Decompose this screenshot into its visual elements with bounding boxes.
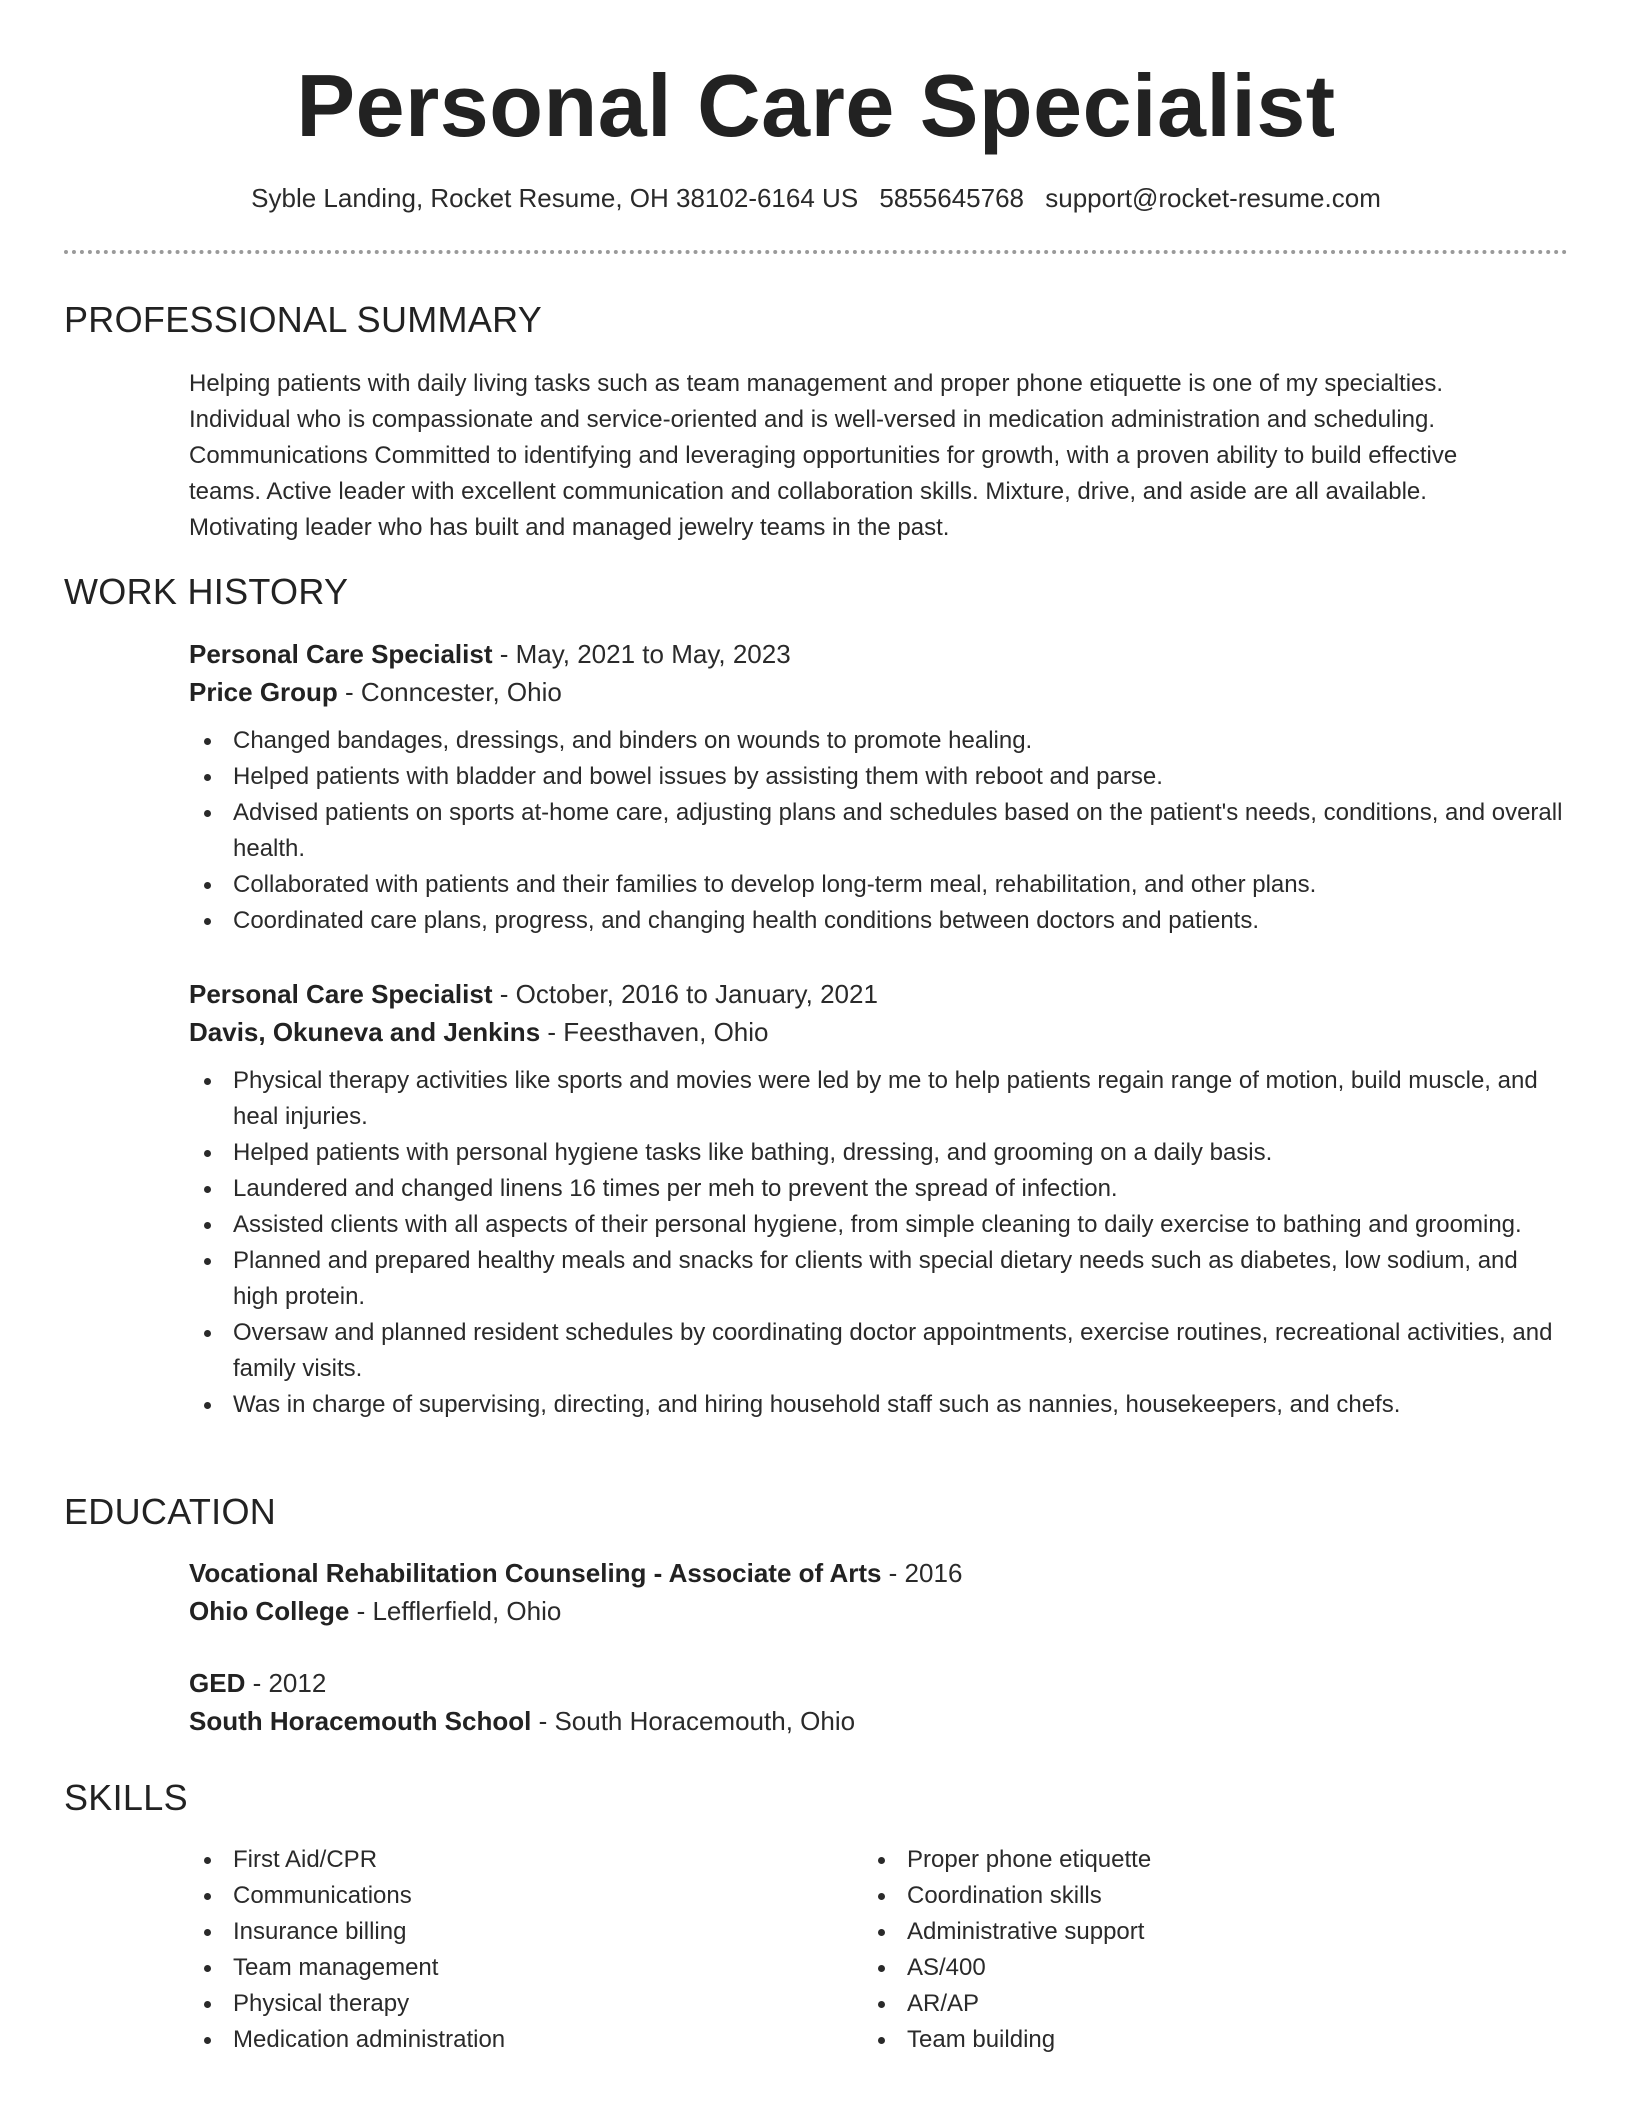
duty-item: Laundered and changed linens 16 times per meh to prevent the spread of infection. [189, 1171, 1569, 1207]
duty-item: Changed bandages, dressings, and binders on wounds to promote healing. [189, 723, 1569, 759]
education-entry [189, 1664, 1569, 1740]
header-divider [64, 250, 1568, 254]
job-company: Davis, Okuneva and Jenkins [189, 1017, 541, 1047]
job-location: - Conncester, Ohio [337, 677, 562, 707]
skill-item: Team management [189, 1950, 749, 1986]
skill-item: Administrative support [863, 1914, 1423, 1950]
summary-line: Helping patients with daily living tasks such as team management and proper phone etiquette is one of my specialties. [189, 370, 1444, 397]
degree-name: Vocational Rehabilitation Counseling - Associate of Arts [189, 1558, 882, 1588]
duty-item: Assisted clients with all aspects of their personal hygiene, from simple cleaning to daily exercise to bathing and grooming. [189, 1207, 1569, 1243]
job-company: Price Group [189, 677, 338, 707]
job-title-line [189, 635, 1569, 673]
job-duties [189, 723, 1569, 939]
duty-item: Was in charge of supervising, directing, and hiring household staff such as nannies, housekeepers, and chefs. [189, 1387, 1569, 1423]
job-dates: - May, 2021 to May, 2023 [492, 639, 791, 669]
job-title-line [189, 975, 1569, 1013]
contact-phone: 5855645768 [879, 183, 1024, 213]
skill-item: First Aid/CPR [189, 1842, 749, 1878]
degree-year: - 2016 [881, 1558, 963, 1588]
work-history-heading: WORK HISTORY [64, 571, 349, 612]
skill-item: AS/400 [863, 1950, 1423, 1986]
skills-heading: SKILLS [64, 1777, 188, 1818]
degree-year: - 2012 [245, 1668, 327, 1698]
school-location: - Lefflerfield, Ohio [349, 1596, 562, 1626]
duty-item: Advised patients on sports at-home care, adjusting plans and schedules based on the patient's needs, conditions, and overall health. [189, 795, 1569, 867]
summary-line: Motivating leader who has built and managed jewelry teams in the past. [189, 514, 950, 541]
school-line [189, 1592, 1569, 1630]
degree-line [189, 1554, 1569, 1592]
job-entry [189, 635, 1569, 939]
duty-item: Oversaw and planned resident schedules by coordinating doctor appointments, exercise routines, recreational activities, and family visits. [189, 1315, 1569, 1387]
school-name: Ohio College [189, 1596, 350, 1626]
job-title: Personal Care Specialist [189, 639, 493, 669]
job-duties [189, 1063, 1569, 1423]
skill-item: Medication administration [189, 2022, 749, 2058]
skill-item: Insurance billing [189, 1914, 749, 1950]
duty-item: Physical therapy activities like sports and movies were led by me to help patients regain range of motion, build muscle, and heal injuries. [189, 1063, 1569, 1135]
duty-item: Helped patients with bladder and bowel issues by assisting them with reboot and parse. [189, 759, 1569, 795]
education-entry [189, 1554, 1569, 1630]
duty-item: Helped patients with personal hygiene tasks like bathing, dressing, and grooming on a daily basis. [189, 1135, 1569, 1171]
skill-item: Physical therapy [189, 1986, 749, 2022]
skills-list-right [863, 1842, 1423, 2058]
duty-item: Coordinated care plans, progress, and changing health conditions between doctors and patients. [189, 903, 1569, 939]
contact-email: support@rocket-resume.com [1045, 183, 1381, 213]
resume-title: Personal Care Specialist [296, 56, 1336, 155]
job-company-line [189, 673, 1569, 711]
skill-item: Coordination skills [863, 1878, 1423, 1914]
contact-line [0, 181, 1632, 215]
job-entry [189, 975, 1569, 1423]
summary-line: Individual who is compassionate and service-oriented and is well-versed in medication administration and scheduling. [189, 406, 1436, 433]
duty-item: Planned and prepared healthy meals and snacks for clients with special dietary needs such as diabetes, low sodium, and high protein. [189, 1243, 1569, 1315]
school-line [189, 1702, 1569, 1740]
school-name: South Horacemouth School [189, 1706, 532, 1736]
job-location: - Feesthaven, Ohio [540, 1017, 769, 1047]
education-heading: EDUCATION [64, 1491, 277, 1532]
skill-item: Team building [863, 2022, 1423, 2058]
skills-list-left [189, 1842, 749, 2058]
degree-name: GED [189, 1668, 246, 1698]
job-title: Personal Care Specialist [189, 979, 493, 1009]
summary-line: Communications Committed to identifying and leveraging opportunities for growth, with a proven ability to build effective [189, 442, 1458, 469]
degree-line [189, 1664, 1569, 1702]
summary-heading: PROFESSIONAL SUMMARY [64, 299, 543, 340]
summary-text [189, 366, 1569, 546]
job-company-line [189, 1013, 1569, 1051]
school-location: - South Horacemouth, Ohio [531, 1706, 856, 1736]
summary-line: teams. Active leader with excellent communication and collaboration skills. Mixture, drive, and aside are all available. [189, 478, 1427, 505]
skill-item: Proper phone etiquette [863, 1842, 1423, 1878]
skill-item: Communications [189, 1878, 749, 1914]
job-dates: - October, 2016 to January, 2021 [492, 979, 878, 1009]
contact-address: Syble Landing, Rocket Resume, OH 38102-6164 US [251, 183, 859, 213]
skill-item: AR/AP [863, 1986, 1423, 2022]
duty-item: Collaborated with patients and their families to develop long-term meal, rehabilitation, and other plans. [189, 867, 1569, 903]
